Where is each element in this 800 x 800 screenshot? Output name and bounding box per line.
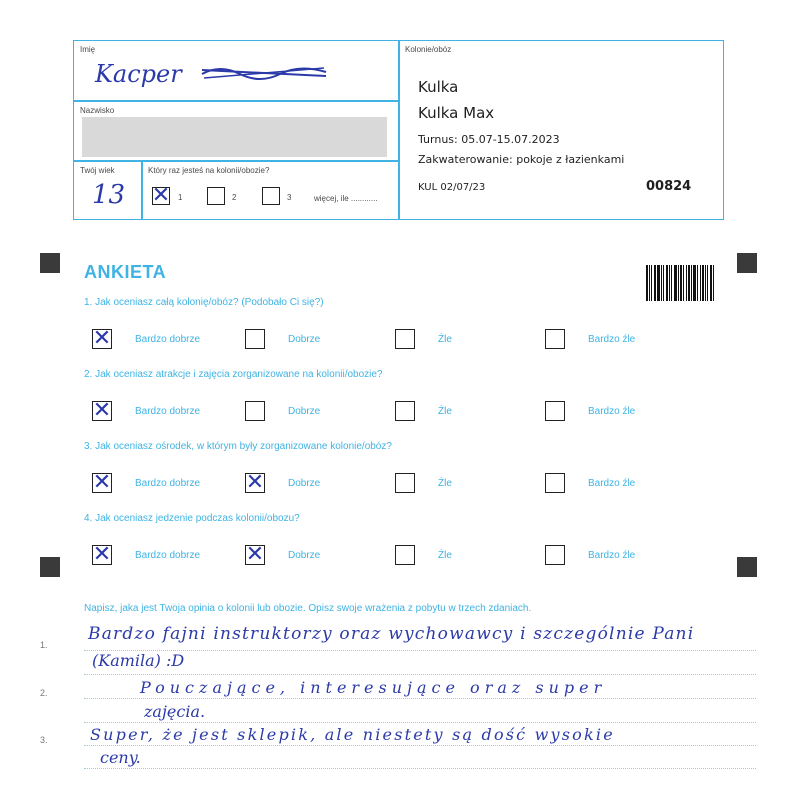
q2-checkbox-3[interactable] bbox=[395, 401, 415, 421]
answer-line-2b bbox=[84, 722, 756, 723]
answer-line-3 bbox=[84, 745, 756, 746]
barcode-bar bbox=[702, 265, 704, 301]
answer-line-2 bbox=[84, 698, 756, 699]
q4-checkbox-4[interactable] bbox=[545, 545, 565, 565]
barcode-bar bbox=[680, 265, 682, 301]
wiek-label: Twój wiek bbox=[80, 166, 115, 175]
question-4: 4. Jak oceniasz jedzenie podczas kolonii/obozu? bbox=[84, 513, 300, 524]
barcode-bar bbox=[678, 265, 679, 301]
ktory-raz-option-2: 2 bbox=[232, 193, 237, 202]
turnus: Turnus: 05.07-15.07.2023 bbox=[418, 133, 560, 146]
line-number-3: 3. bbox=[40, 735, 48, 745]
answer-text-1: Bardzo fajni instruktorzy oraz wychowawcy i szczególnie Pani bbox=[88, 624, 695, 644]
wiek-value: 13 bbox=[92, 180, 126, 210]
q1-option-label-2: Dobrze bbox=[288, 334, 321, 345]
form-code: KUL 02/07/23 bbox=[418, 182, 486, 193]
question-3: 3. Jak oceniasz ośrodek, w którym były zorganizowane kolonie/obóz? bbox=[84, 441, 392, 452]
header-divider-2 bbox=[73, 160, 399, 162]
q3-check-mark-2: ✕ bbox=[245, 470, 265, 495]
barcode-bar bbox=[710, 265, 712, 301]
barcode-bar bbox=[688, 265, 690, 301]
answer-line-1b bbox=[84, 674, 756, 675]
answer-line-1 bbox=[84, 650, 756, 651]
survey-title: ANKIETA bbox=[84, 262, 167, 282]
ktory-raz-checkbox-3[interactable] bbox=[262, 187, 280, 205]
ktory-raz-option-3: 3 bbox=[287, 193, 292, 202]
q3-option-label-4: Bardzo źle bbox=[588, 478, 636, 489]
age-divider bbox=[141, 160, 143, 220]
barcode-bar bbox=[671, 265, 672, 301]
registration-mark-bottom-left bbox=[40, 557, 60, 577]
answer-line-3b bbox=[84, 768, 756, 769]
line-number-1: 1. bbox=[40, 640, 48, 650]
header-divider-vertical bbox=[398, 40, 400, 220]
barcode-bar bbox=[691, 265, 692, 301]
q4-option-label-4: Bardzo źle bbox=[588, 550, 636, 561]
q4-check-mark-2: ✕ bbox=[245, 542, 265, 567]
barcode-bar bbox=[663, 265, 664, 301]
wiecej-label: więcej, ile ............ bbox=[314, 194, 378, 203]
barcode-bar bbox=[661, 265, 662, 301]
form-number: 00824 bbox=[646, 179, 692, 194]
barcode-bar bbox=[646, 265, 648, 301]
q1-checkbox-3[interactable] bbox=[395, 329, 415, 349]
ktory-raz-check-mark: ✕ bbox=[151, 183, 171, 208]
barcode-bar bbox=[654, 265, 656, 301]
barcode-bar bbox=[705, 265, 706, 301]
barcode-bar bbox=[686, 265, 687, 301]
q4-option-label-3: Źle bbox=[438, 550, 452, 561]
redacted-surname bbox=[82, 117, 387, 157]
camp-name-1: Kulka bbox=[418, 78, 459, 96]
header-divider-1 bbox=[73, 100, 399, 102]
q2-option-label-2: Dobrze bbox=[288, 406, 321, 417]
answer-text-3b: ceny. bbox=[100, 748, 141, 767]
barcode-bar bbox=[693, 265, 696, 301]
q4-option-label-2: Dobrze bbox=[288, 550, 321, 561]
kolonie-label: Kolonie/obóz bbox=[405, 45, 452, 54]
barcode-bar bbox=[657, 265, 660, 301]
answer-text-1b: (Kamila) :D bbox=[92, 651, 185, 670]
barcode-bar bbox=[713, 265, 714, 301]
ktory-raz-label: Który raz jesteś na kolonii/obozie? bbox=[148, 166, 270, 175]
barcode-bar bbox=[697, 265, 698, 301]
barcode-bar bbox=[669, 265, 670, 301]
registration-mark-top-right bbox=[737, 253, 757, 273]
q4-check-mark-1: ✕ bbox=[92, 542, 112, 567]
q1-checkbox-4[interactable] bbox=[545, 329, 565, 349]
line-number-2: 2. bbox=[40, 688, 48, 698]
q3-option-label-2: Dobrze bbox=[288, 478, 321, 489]
question-2: 2. Jak oceniasz atrakcje i zajęcia zorganizowane na kolonii/obozie? bbox=[84, 369, 383, 380]
q2-check-mark-1: ✕ bbox=[92, 398, 112, 423]
q4-checkbox-3[interactable] bbox=[395, 545, 415, 565]
q1-option-label-4: Bardzo źle bbox=[588, 334, 636, 345]
barcode-bar bbox=[700, 265, 701, 301]
ktory-raz-checkbox-2[interactable] bbox=[207, 187, 225, 205]
imie-value: Kacper bbox=[95, 60, 182, 88]
answer-text-3: Super, że jest sklepik, ale niestety są dość wysokie bbox=[90, 725, 615, 744]
q3-checkbox-3[interactable] bbox=[395, 473, 415, 493]
barcode bbox=[646, 265, 715, 301]
barcode-bar bbox=[683, 265, 684, 301]
registration-mark-top-left bbox=[40, 253, 60, 273]
nazwisko-label: Nazwisko bbox=[80, 106, 115, 115]
zakwaterowanie: Zakwaterowanie: pokoje z łazienkami bbox=[418, 153, 625, 166]
q1-check-mark-1: ✕ bbox=[92, 326, 112, 351]
q3-option-label-3: Źle bbox=[438, 478, 452, 489]
crossed-out-scribble bbox=[200, 62, 328, 84]
barcode-bar bbox=[674, 265, 677, 301]
imie-label: Imię bbox=[80, 45, 96, 54]
q2-checkbox-4[interactable] bbox=[545, 401, 565, 421]
q3-check-mark-1: ✕ bbox=[92, 470, 112, 495]
barcode-bar bbox=[651, 265, 652, 301]
barcode-bar bbox=[707, 265, 708, 301]
q2-option-label-4: Bardzo źle bbox=[588, 406, 636, 417]
q2-option-label-1: Bardzo dobrze bbox=[135, 406, 201, 417]
answer-text-2b: zajęcia. bbox=[144, 702, 206, 721]
registration-mark-bottom-right bbox=[737, 557, 757, 577]
q1-option-label-1: Bardzo dobrze bbox=[135, 334, 201, 345]
answer-text-2: Pouczające, interesujące oraz super bbox=[140, 678, 607, 697]
camp-name-2: Kulka Max bbox=[418, 104, 495, 122]
opinion-prompt: Napisz, jaka jest Twoja opinia o kolonii lub obozie. Opisz swoje wrażenia z pobytu w trzech zdaniach. bbox=[84, 603, 532, 614]
q3-checkbox-4[interactable] bbox=[545, 473, 565, 493]
q3-option-label-1: Bardzo dobrze bbox=[135, 478, 201, 489]
q2-option-label-3: Źle bbox=[438, 406, 452, 417]
q4-option-label-1: Bardzo dobrze bbox=[135, 550, 201, 561]
barcode-bar bbox=[649, 265, 650, 301]
barcode-bar bbox=[666, 265, 668, 301]
q2-checkbox-2[interactable] bbox=[245, 401, 265, 421]
q1-option-label-3: Źle bbox=[438, 334, 452, 345]
question-1: 1. Jak oceniasz całą kolonię/obóz? (Podobało Ci się?) bbox=[84, 297, 324, 308]
ktory-raz-option-1: 1 bbox=[178, 193, 183, 202]
q1-checkbox-2[interactable] bbox=[245, 329, 265, 349]
